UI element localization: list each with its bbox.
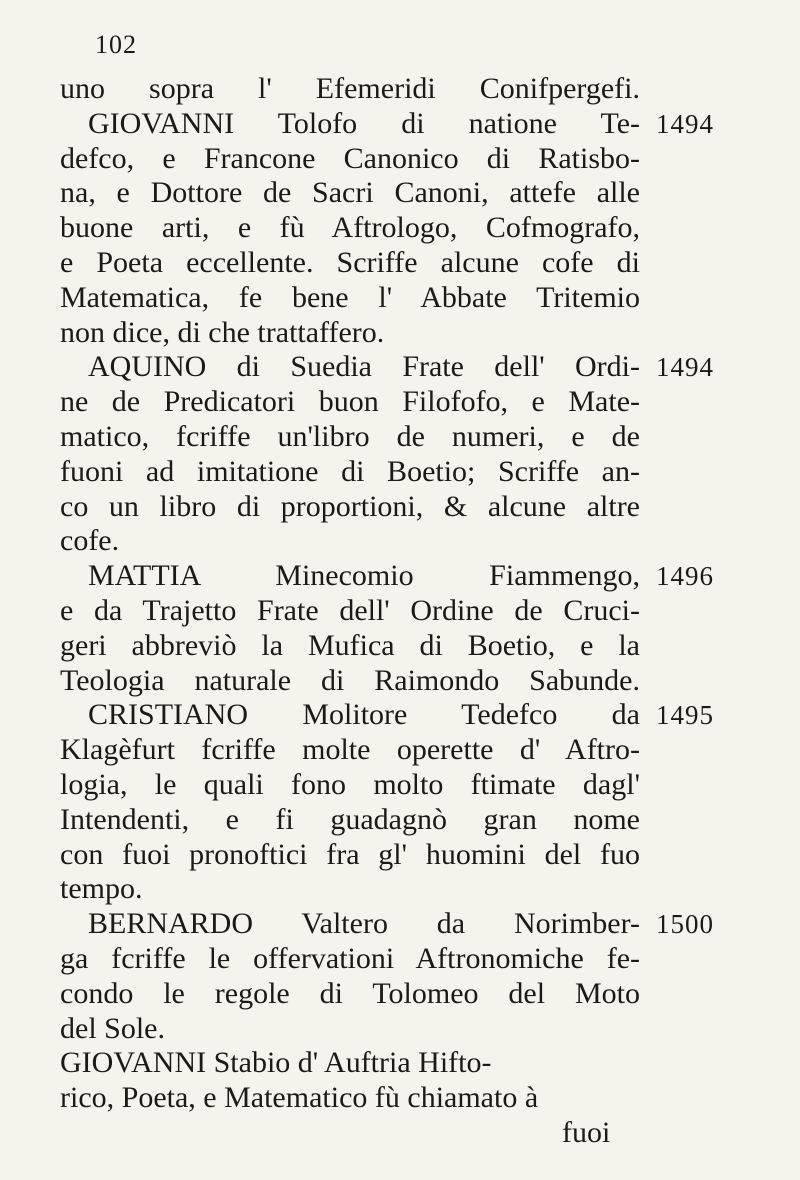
text-line: e da Trajetto Frate dell' Ordine de Cruci- — [60, 594, 640, 627]
margin-year: 1500 — [656, 909, 714, 940]
text-line: del Sole. — [60, 1011, 165, 1045]
margin-year: 1496 — [656, 561, 714, 592]
text-line: e Poeta eccellente. Scriffe alcune cofe di — [60, 246, 640, 279]
entry-heading-line: CRISTIANO Molitore Tedefco da — [88, 698, 640, 732]
text-line: con fuoi pronoftici fra gl' huomini del fuo — [60, 837, 640, 871]
text-line: rico, Poeta, e Matematico fù chiamato à — [60, 1081, 539, 1115]
margin-year: 1495 — [656, 700, 714, 731]
text-line: na, e Dottore de Sacri Canoni, attefe alle — [60, 176, 640, 210]
text-line: ga fcriffe le offervationi Aftronomiche fe- — [60, 942, 640, 975]
page-number: 102 — [95, 30, 137, 59]
text-line: geri abbreviò la Mufica di Boetio, e la — [60, 628, 640, 662]
entry-heading-line: BERNARDO Valtero da Norimber- — [88, 907, 640, 941]
text-line: Teologia naturale di Raimondo Sabunde. — [60, 663, 640, 697]
text-line: fuoni ad imitatione di Boetio; Scriffe an- — [60, 454, 640, 488]
text-line: tempo. — [60, 872, 143, 906]
text-line: defco, e Francone Canonico di Ratisbo- — [60, 141, 640, 175]
text-line: logia, le quali fono molto ftimate dagl' — [60, 768, 640, 801]
margin-year: 1494 — [656, 108, 714, 139]
catchword: fuoi — [562, 1116, 611, 1149]
entry-heading-line: GIOVANNI Tolofo di natione Te- — [88, 106, 640, 140]
text-line: Intendenti, e fi guadagnò gran nome — [60, 802, 640, 836]
text-line: uno sopra l' Efemeridi Conifpergefi. — [60, 72, 640, 105]
margin-year: 1494 — [656, 352, 714, 383]
text-line: non dice, di che trattaffero. — [60, 315, 385, 349]
text-line: ne de Predicatori buon Filofofo, e Mate- — [60, 385, 640, 419]
text-line: matico, fcriffe un'libro de numeri, e de — [60, 420, 640, 453]
text-line: co un libro di proportioni, & alcune altre — [60, 489, 640, 523]
entry-heading-line: AQUINO di Suedia Frate dell' Ordi- — [88, 350, 640, 384]
text-line: condo le regole di Tolomeo del Moto — [60, 976, 640, 1010]
entry-heading-line: MATTIA Minecomio Fiammengo, — [88, 559, 640, 593]
text-line: buone arti, e fù Aftrologo, Cofmografo, — [60, 211, 640, 245]
text-line: GIOVANNI Stabio d' Auftria Hifto- — [60, 1046, 492, 1080]
text-line: Matematica, fe bene l' Abbate Tritemio — [60, 280, 640, 314]
text-line: cofe. — [60, 524, 120, 558]
text-line: Klagèfurt fcriffe molte operette d' Aftro- — [60, 733, 640, 767]
